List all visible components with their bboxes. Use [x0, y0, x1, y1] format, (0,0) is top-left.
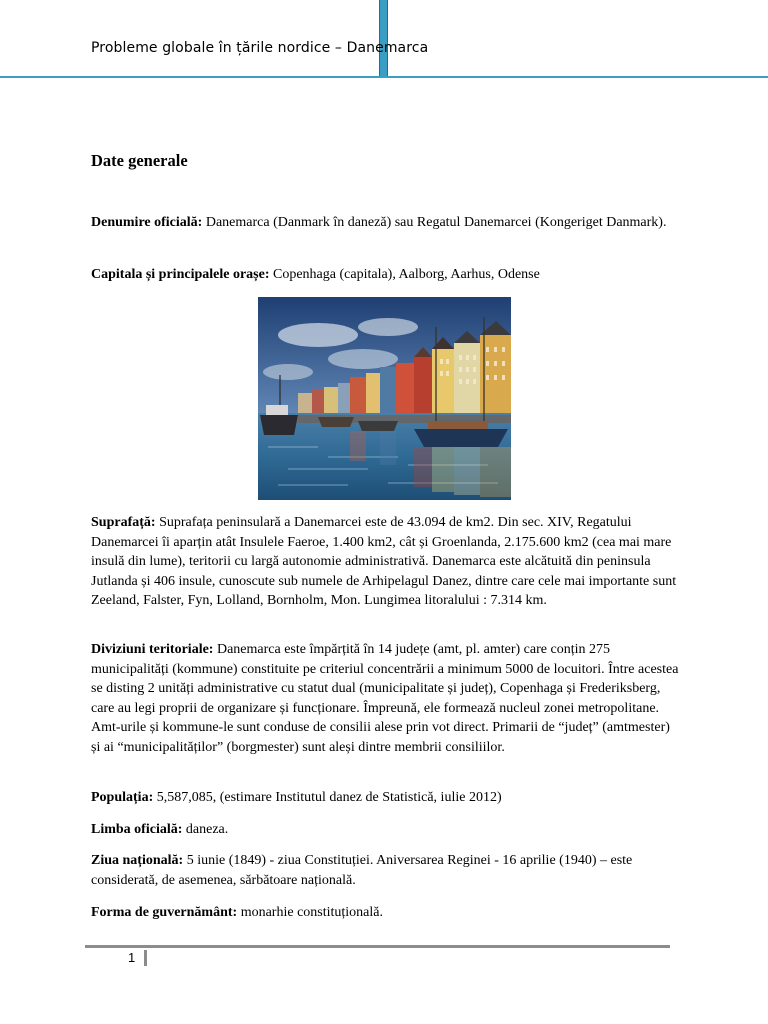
fact-capital — [91, 265, 681, 285]
fact-population — [91, 788, 681, 808]
fact-text: monarhie constituțională. — [237, 905, 383, 920]
page-number-divider — [144, 950, 147, 966]
fact-national-day — [91, 851, 681, 890]
fact-text: daneza. — [182, 822, 229, 837]
fact-area — [91, 513, 681, 611]
fact-official-language — [91, 820, 681, 840]
fact-text: Danemarca este împărțită în 14 județe (amt, pl. amter) care conțin 275 municipalități (kommune) constituite pe criteriul concentrării a minimum 5000 de locuitori. Între acestea se disting 2 unități administrative cu statut dual (municipalitate și județ), Copenhaga și Frederiksberg, care au legi proprii de organizare și funcționare. Împreună, ele formează nucleul zonei metropolitane. Amt-urile și kommune-le sunt conduse de consilii alese prin vot direct. Primarii de “județ” (amtmester) și ai “municipalităților” (borgmester) sunt aleși dintre membrii consiliilor. — [91, 642, 679, 755]
fact-text: 5 iunie (1849) - ziua Constituției. Aniversarea Reginei - 16 aprilie (1940) – este considerată, de asemenea, sărbătoare națională. — [91, 853, 633, 888]
fact-label: Capitala și principalele orașe: — [91, 267, 270, 282]
page-number: 1 — [128, 950, 136, 965]
fact-label: Limba oficială: — [91, 822, 183, 837]
fact-label: Suprafață: — [91, 515, 156, 530]
fact-text: Danemarca (Danmark în daneză) sau Regatul Danemarcei (Kongeriget Danmark). — [202, 215, 667, 230]
header-accent-bar — [379, 0, 388, 77]
fact-government — [91, 903, 681, 923]
section-title: Date generale — [91, 151, 188, 170]
copenhagen-nyhavn-photo — [258, 297, 511, 500]
fact-text: 5,587,085, (estimare Institutul danez de Statistică, iulie 2012) — [153, 790, 502, 805]
fact-label: Diviziuni teritoriale: — [91, 642, 214, 657]
fact-official-name — [91, 213, 681, 233]
header-rule — [0, 76, 768, 78]
fact-label: Populația: — [91, 790, 154, 805]
fact-label: Ziua națională: — [91, 853, 184, 868]
header-title: Probleme globale în țările nordice – Danemarca — [91, 40, 429, 56]
fact-label: Denumire oficială: — [91, 215, 203, 230]
fact-text: Copenhaga (capitala), Aalborg, Aarhus, Odense — [269, 267, 540, 282]
footer-rule — [85, 945, 670, 948]
fact-label: Forma de guvernământ: — [91, 905, 238, 920]
fact-territorial-divisions — [91, 640, 681, 757]
fact-text: Suprafața peninsulară a Danemarcei este de 43.094 de km2. Din sec. XIV, Regatului Danemarcei îi aparțin atât Insulele Faeroe, 1.400 km2, cât și Groenlanda, 2.175.600 km2 (cea mai mare insulă din lume), teritorii cu largă autonomie administrativă. Danemarca este alcătuită din peninsula Jutlanda și 406 insule, cunoscute sub numele de Arhipelagul Danez, dintre care cele mai importante sunt Zeeland, Falster, Fyn, Lolland, Bornholm, Mon. Lungimea litoralului : 7.314 km. — [91, 515, 677, 608]
